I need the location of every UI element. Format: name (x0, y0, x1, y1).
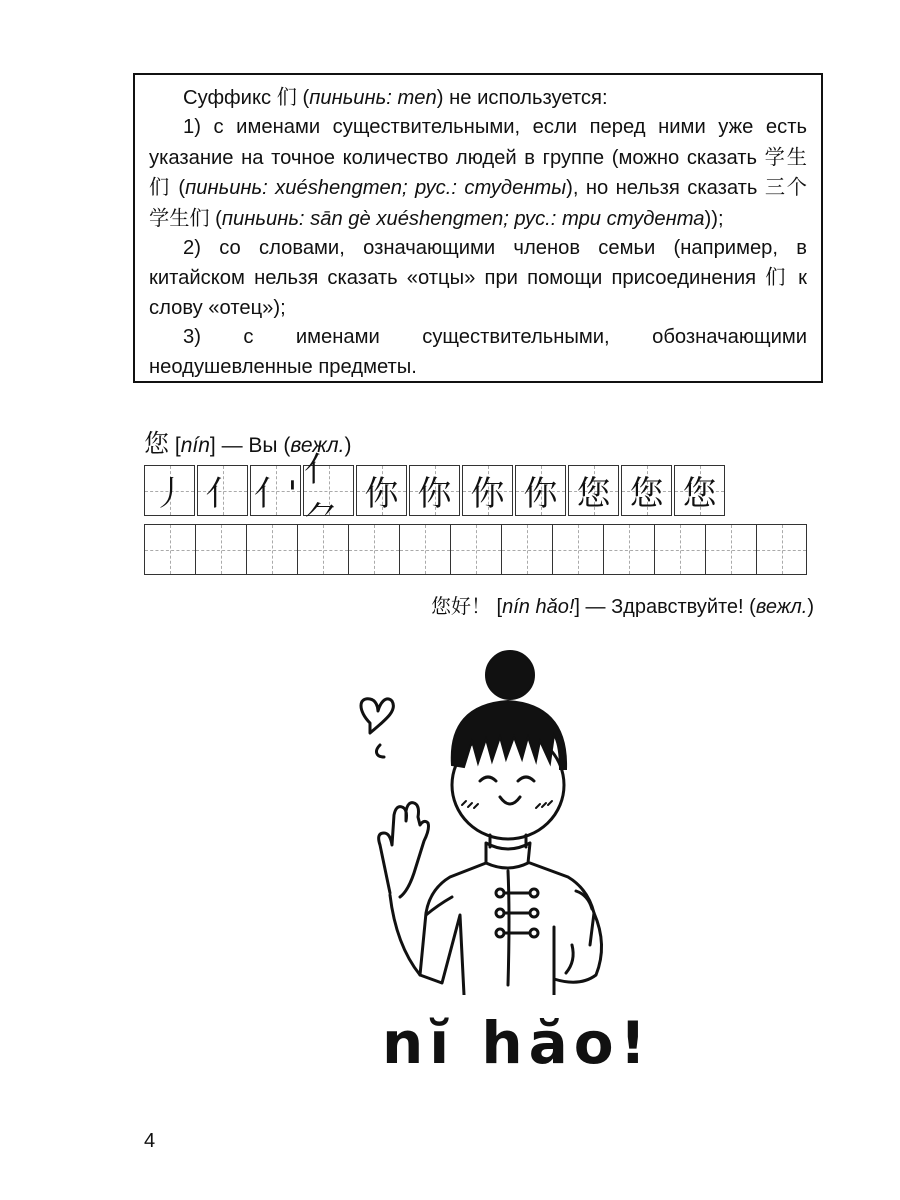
practice-cell[interactable] (552, 524, 603, 575)
practice-cell[interactable] (501, 524, 552, 575)
frog-buttons (496, 889, 538, 937)
note-text: )); (704, 207, 724, 230)
practice-cell[interactable] (756, 524, 807, 575)
hanzi-nin: 您 (144, 429, 170, 458)
pinyin-xueshengmen: пиньинь: xuéshengmen; рус.: студенты (185, 177, 567, 200)
note-text: ( (209, 207, 222, 230)
practice-cell[interactable] (705, 524, 756, 575)
note-text: ) не используется: (436, 87, 608, 109)
pinyin-bracket: [nín] (174, 434, 216, 457)
ni-hao-lettering: nĭ hăo! (382, 1009, 653, 1077)
polite-note: вежл. (290, 434, 345, 457)
practice-cell[interactable] (399, 524, 450, 575)
polite-note: вежл. (755, 596, 808, 618)
stroke-cell: 您 (621, 465, 672, 516)
note-paragraph-intro (149, 83, 807, 113)
practice-cell[interactable] (144, 524, 195, 575)
stroke-cell: 你 (462, 465, 513, 516)
note-paragraph-rule-1 (149, 113, 807, 234)
hanzi-san-ge-xueshengmen: 三个学生们 (149, 175, 807, 230)
right-eye (518, 777, 534, 781)
note-text: ( (171, 177, 186, 200)
practice-cell[interactable] (348, 524, 399, 575)
practice-cell[interactable] (246, 524, 297, 575)
stroke-cell: 你 (356, 465, 407, 516)
stroke-cell: 亻' (250, 465, 301, 516)
note-paragraph-rule-3: 3) с именами существительными, обозначающими неодушевленные предметы. (149, 326, 807, 378)
page-number: 4 (144, 1130, 156, 1152)
pinyin-nin-hao: nín hǎo! (502, 596, 575, 618)
hanzi-nin-hao: 您好！ (430, 594, 491, 618)
heart-icon (361, 699, 393, 733)
practice-cell[interactable] (450, 524, 501, 575)
stroke-cell: 您 (674, 465, 725, 516)
left-eye (480, 777, 496, 781)
note-text: к слову «отец»); (149, 267, 807, 319)
hair-bun (486, 651, 534, 699)
greeting-line (431, 592, 814, 621)
stroke-cell: 丿 (144, 465, 195, 516)
smile (500, 797, 520, 804)
waving-girl-illustration (340, 645, 630, 995)
practice-cell[interactable] (195, 524, 246, 575)
character-meaning-close: ) (344, 434, 352, 457)
heart-swoosh (377, 745, 384, 757)
pinyin-bracket: [nín hǎo!] (496, 596, 580, 618)
pinyin-san-ge-xueshengmen: пиньинь: sān gè xuéshengmen; рус.: три студента (221, 207, 705, 230)
hanzi-men: 们 (765, 265, 789, 290)
grammar-note-box (133, 73, 823, 383)
practice-cell[interactable] (654, 524, 705, 575)
practice-cell[interactable] (603, 524, 654, 575)
note-paragraph-rule-2 (149, 234, 807, 323)
pinyin-men: пиньинь: men (309, 87, 437, 109)
waving-hand (379, 803, 429, 897)
stroke-cell: 你 (515, 465, 566, 516)
note-text: ( (296, 87, 310, 109)
note-text: ), но нельзя сказать (566, 177, 765, 200)
hanzi-xueshengmen: 学生们 (149, 144, 807, 200)
stroke-cell: 亻⺈ (303, 465, 354, 516)
stroke-cell: 你 (409, 465, 460, 516)
shirt (420, 863, 486, 995)
note-text: 1) с именами существительными, если перед ними уже есть указание на точное количество людей в группе (можно сказать (149, 116, 807, 169)
mandarin-collar (486, 843, 530, 868)
greeting-meaning: — Здравствуйте! ( (579, 596, 756, 618)
note-text: Суффикс (183, 87, 277, 109)
note-text: 2) со словами, означающими членов семьи (например, в китайском нельзя сказать «отцы» при помощи присоединения (149, 237, 807, 290)
hair (452, 701, 566, 769)
stroke-cell: 您 (568, 465, 619, 516)
character-meaning: — Вы ( (215, 434, 291, 457)
practice-grid (144, 524, 807, 575)
stroke-order-grid (144, 449, 727, 539)
hanzi-men: 们 (276, 85, 297, 109)
pinyin-nin: nín (180, 434, 210, 457)
stroke-cell: 亻 (197, 465, 248, 516)
greeting-meaning-close: ) (807, 596, 814, 618)
